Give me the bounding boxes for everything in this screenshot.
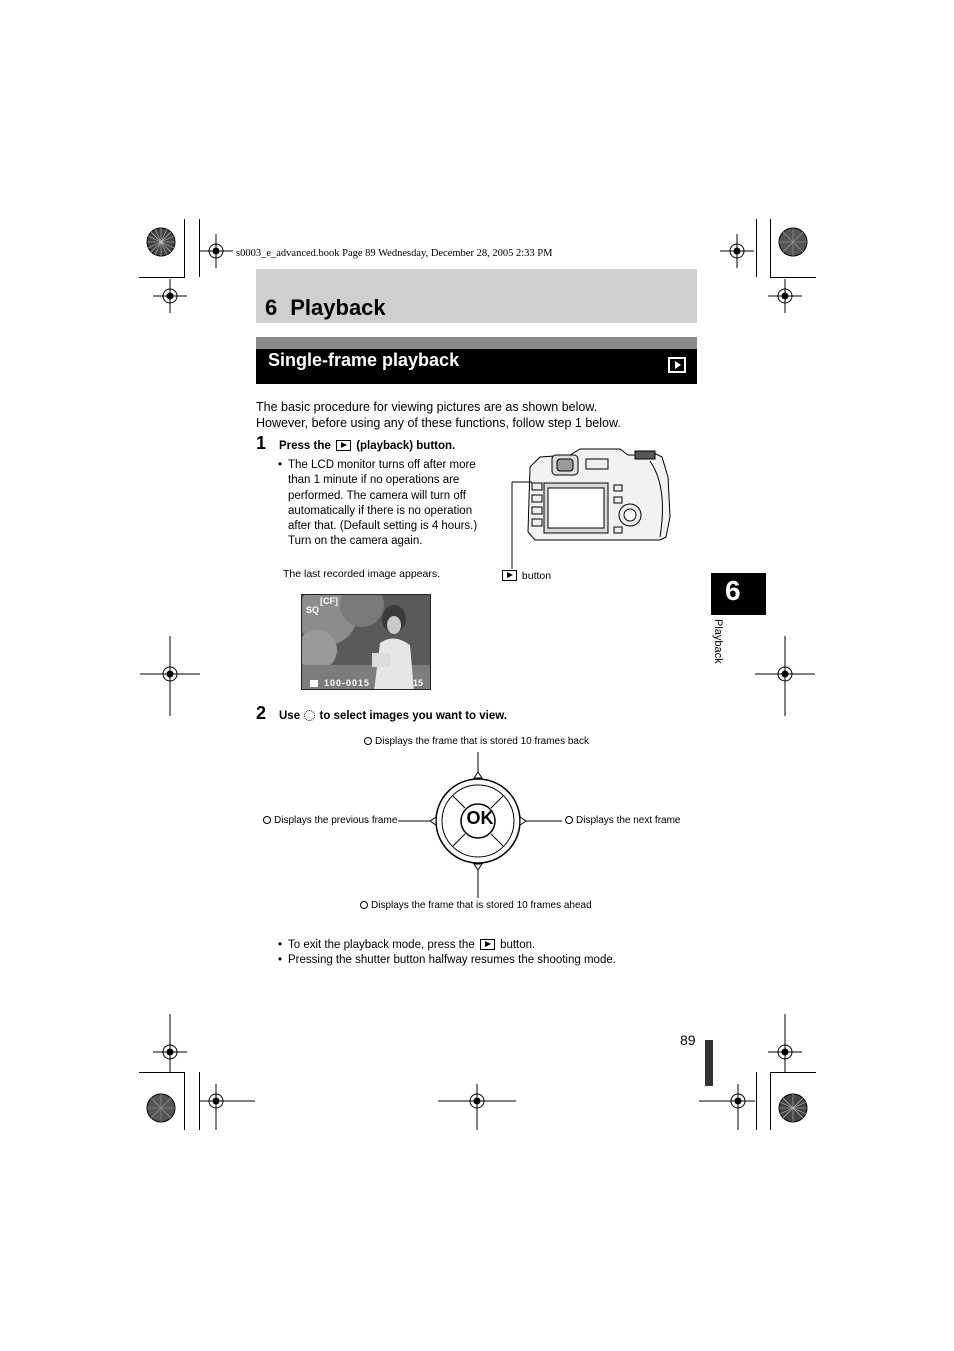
dial-up-text: Displays the frame that is stored 10 frames back xyxy=(375,736,589,747)
step-1-bullet: • The LCD monitor turns off after more than 1 minute if no operations are performed. The camera will turn off automatically if there is no operation after that. (Default setting is 4 hours.) Turn on the camera again. xyxy=(288,458,477,550)
intro-line: However, before using any of these functions, follow step 1 below. xyxy=(256,416,621,430)
up-arrow-icon xyxy=(364,737,372,745)
dial-down-text: Displays the frame that is stored 10 frames ahead xyxy=(371,900,592,911)
book-header: s0003_e_advanced.book Page 89 Wednesday, December 28, 2005 2:33 PM xyxy=(236,248,553,259)
dial-up-caption xyxy=(364,736,589,747)
step-1-text-before: Press the xyxy=(279,440,331,452)
crop-line xyxy=(770,277,816,278)
dial-right-text: Displays the next frame xyxy=(576,815,681,826)
registration-starburst-icon xyxy=(777,1092,809,1124)
bullet-line: than 1 minute if no operations are xyxy=(288,474,460,487)
step-1-number: 1 xyxy=(256,433,267,453)
chapter-tab xyxy=(711,573,766,615)
chapter-title xyxy=(265,295,386,321)
playback-button-icon xyxy=(502,570,517,581)
ok-button-label: OK xyxy=(466,808,494,828)
chapter-number: 6 xyxy=(265,295,278,320)
step-2-text-before: Use xyxy=(279,710,301,722)
registration-target-icon xyxy=(153,1014,187,1072)
playback-mode-icon xyxy=(310,680,318,687)
page-marker-bar xyxy=(705,1040,713,1086)
registration-target-icon xyxy=(199,234,233,268)
playback-photo xyxy=(301,594,431,690)
section-header xyxy=(256,349,697,384)
bullet-line: after that. (Default setting is 4 hours.) xyxy=(288,520,478,533)
playback-icon xyxy=(668,357,686,373)
crop-line xyxy=(139,277,185,278)
intro-line: The basic procedure for viewing pictures are as shown below. xyxy=(256,400,598,414)
dial-left-caption xyxy=(263,815,397,826)
crop-line xyxy=(184,219,185,277)
dial-left-text: Displays the previous frame xyxy=(274,815,398,826)
crop-line xyxy=(756,219,757,277)
down-arrow-icon xyxy=(360,901,368,909)
step-2-instruction xyxy=(279,710,507,722)
note-exit: • To exit the playback mode, press the button. xyxy=(278,939,536,951)
left-arrow-icon xyxy=(263,816,271,824)
playback-button-icon xyxy=(336,440,351,451)
playback-button-icon xyxy=(480,939,495,950)
chapter-tab-number: 6 xyxy=(725,575,741,606)
note-shutter: • Pressing the shutter button halfway resumes the shooting mode. xyxy=(278,954,616,966)
card-indicator: [CF] xyxy=(320,596,338,606)
playback-button-caption xyxy=(502,570,551,582)
chapter-header xyxy=(256,269,697,323)
note-exit-after: button. xyxy=(500,939,536,951)
dial-right-caption xyxy=(565,815,681,826)
registration-starburst-icon xyxy=(145,226,177,258)
chapter-name: Playback xyxy=(290,295,386,320)
registration-target-icon xyxy=(768,1014,802,1072)
step-1-text-after: (playback) button. xyxy=(356,440,456,452)
step-2-number: 2 xyxy=(256,703,267,723)
bullet-line: automatically if there is no operation xyxy=(288,504,473,517)
registration-target-icon xyxy=(199,1084,255,1130)
arrow-pad-icon xyxy=(304,710,315,721)
frame-count: 15 xyxy=(413,678,424,688)
step-2-text-after: to select images you want to view. xyxy=(319,710,507,722)
file-number: 100-0015 xyxy=(324,678,371,688)
right-arrow-icon xyxy=(565,816,573,824)
crop-line xyxy=(756,1072,757,1130)
dial-down-caption xyxy=(360,900,592,911)
registration-target-icon xyxy=(699,1084,755,1130)
crop-line xyxy=(770,1072,771,1130)
button-caption-text: button xyxy=(521,570,552,582)
page-number: 89 xyxy=(680,1032,696,1048)
crop-line xyxy=(139,1072,185,1073)
registration-starburst-icon xyxy=(777,226,809,258)
registration-target-icon xyxy=(755,636,815,716)
last-image-caption: The last recorded image appears. xyxy=(283,568,441,580)
crop-line xyxy=(184,1072,185,1130)
crop-line xyxy=(770,219,771,277)
registration-starburst-icon xyxy=(145,1092,177,1124)
note-shutter-text: Pressing the shutter button halfway resumes the shooting mode. xyxy=(288,954,616,966)
chapter-tab-label: Playback xyxy=(712,619,724,664)
bullet-line: performed. The camera will turn off xyxy=(288,489,466,502)
section-title: Single-frame playback xyxy=(268,350,460,370)
bullet-line: The LCD monitor turns off after more xyxy=(288,459,476,471)
crop-line xyxy=(770,1072,816,1073)
quality-indicator: SQ xyxy=(306,605,320,615)
section-band-top xyxy=(256,337,697,349)
registration-target-icon xyxy=(720,234,754,268)
camera-back-illustration xyxy=(510,447,672,577)
intro-text xyxy=(256,399,621,431)
registration-target-icon xyxy=(153,279,187,313)
registration-target-icon xyxy=(140,636,200,716)
note-exit-before: To exit the playback mode, press the xyxy=(288,939,475,951)
bullet-line: Turn on the camera again. xyxy=(288,535,423,548)
registration-target-icon xyxy=(438,1084,516,1130)
step-1-instruction xyxy=(279,440,455,452)
registration-target-icon xyxy=(768,279,802,313)
